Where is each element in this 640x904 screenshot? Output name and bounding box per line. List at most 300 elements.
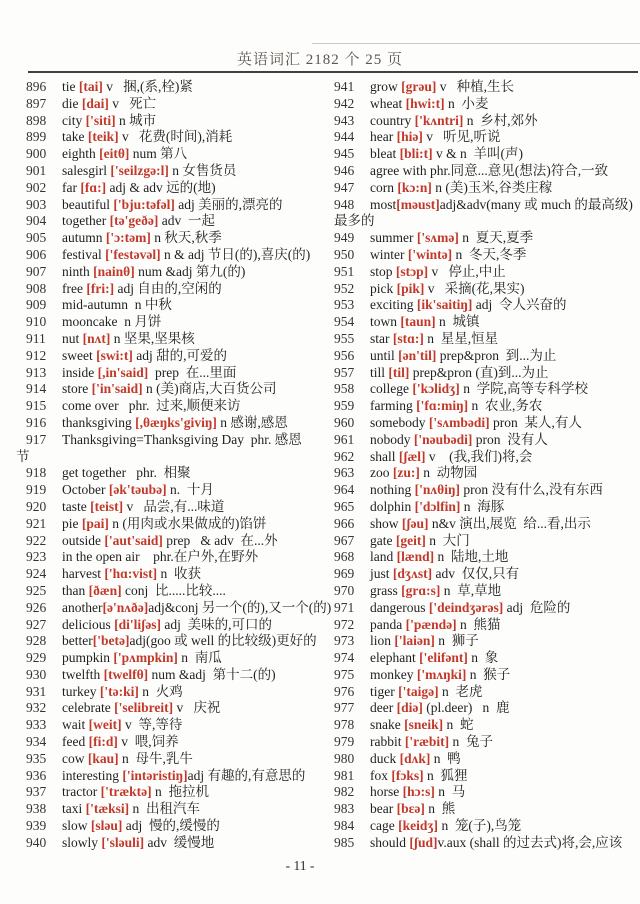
entry-word: beautiful — [62, 196, 114, 212]
entry-word: snake — [370, 717, 405, 733]
entry-content — [370, 835, 622, 852]
entry-text: adv 仅仅,只有 — [432, 566, 520, 582]
page-title: 英语词汇 2182 个 25 页 — [236, 52, 403, 68]
entry-content — [62, 549, 258, 566]
entry-number: 971 — [334, 599, 355, 615]
entry-text: (pl.deer) n 鹿 — [422, 700, 510, 716]
vocab-entry — [322, 818, 640, 835]
entry-phonetic: [grɑ:s] — [401, 582, 441, 598]
entry-phonetic: [nʌt] — [82, 330, 111, 346]
vocab-entry — [14, 717, 322, 734]
entry-phonetic: ['intəristiŋ] — [122, 767, 188, 783]
entry-number: 951 — [334, 263, 355, 279]
entry-number: 901 — [26, 162, 47, 178]
entry-word: star — [370, 330, 393, 346]
entry-content — [62, 415, 288, 432]
entry-phonetic: ['tə:ki] — [99, 683, 139, 699]
entry-number: 937 — [26, 784, 47, 800]
entry-text: v 种植,生长 — [436, 79, 514, 94]
entry-text: n 老虎 — [438, 683, 483, 699]
entry-phonetic: [tə'geðə] — [109, 213, 159, 229]
entry-word: eighth — [62, 146, 100, 162]
entry-text: n 乡村,郊外 — [463, 112, 538, 128]
entry-text: n 兔子 — [449, 734, 493, 750]
entry-word: delicious — [62, 616, 115, 632]
entry-content — [370, 398, 542, 415]
entry-word: taste — [62, 498, 91, 514]
entry-number: 968 — [334, 549, 355, 565]
entry-content — [62, 482, 214, 499]
entry-phonetic: [sləu] — [90, 818, 123, 834]
vocab-entry — [322, 331, 640, 348]
vocab-entry — [322, 230, 640, 247]
entry-number: 900 — [26, 146, 47, 162]
entry-text: n 拖拉机 — [151, 784, 209, 800]
entry-content — [62, 801, 200, 818]
entry-content — [62, 533, 278, 550]
entry-phonetic: [taun] — [400, 314, 436, 330]
entry-text: n&v 演出,展览 给...看,出示 — [428, 515, 591, 531]
entry-content — [62, 247, 310, 264]
vocab-entry — [322, 180, 640, 197]
entry-word: far — [62, 179, 81, 195]
entry-phonetic: [eitθ] — [99, 146, 130, 162]
entry-content — [62, 264, 245, 281]
entry-number: 960 — [334, 414, 355, 430]
entry-word: dangerous — [370, 599, 429, 615]
entry-number: 953 — [334, 297, 355, 313]
entry-phonetic: ['ɔ:təm] — [105, 230, 151, 246]
entry-text: v 捆,(系,栓)紧 — [102, 79, 193, 94]
entry-content — [370, 617, 501, 634]
entry-word: dolphin — [370, 498, 415, 514]
vocab-entry — [322, 314, 640, 331]
entry-text: phr.在户外,在野外 — [139, 549, 259, 565]
entry-word: ninth — [62, 263, 94, 279]
entry-content — [370, 600, 570, 617]
entry-phonetic: [zu:] — [392, 465, 420, 481]
entry-content — [370, 667, 510, 684]
vocab-entry — [322, 617, 640, 634]
entry-number: 896 — [26, 79, 47, 94]
entry-word: inside — [62, 364, 98, 380]
entry-number: 933 — [26, 717, 47, 733]
entry-word: slowly — [62, 834, 102, 850]
vocab-entry — [322, 549, 640, 566]
vocab-entry — [14, 751, 322, 768]
entry-phonetic: ['in'said] — [91, 381, 143, 397]
entry-word: celebrate — [62, 700, 115, 716]
entry-phonetic: [stɑ:] — [392, 330, 424, 346]
entry-content — [62, 751, 193, 768]
entry-phonetic: ['kʌntri] — [414, 112, 464, 128]
entry-content — [62, 617, 272, 634]
entry-phonetic: ['pændə] — [405, 616, 457, 632]
vocab-entry — [14, 96, 322, 113]
entry-content — [62, 79, 193, 96]
scan-artifact-line — [312, 43, 640, 44]
entry-number: 916 — [26, 414, 47, 430]
entry-content — [62, 818, 220, 835]
entry-number: 982 — [334, 784, 355, 800]
entry-phonetic: ['sləuli] — [101, 834, 145, 850]
entry-text: num &adj 第十二(的) — [148, 666, 276, 682]
vocab-column-left — [14, 79, 332, 852]
entry-text: n 夏天,夏季 — [458, 230, 534, 246]
entry-number: 938 — [26, 801, 47, 817]
entry-content — [370, 230, 533, 247]
vocab-entry — [322, 197, 640, 214]
entry-content — [370, 381, 588, 398]
entry-content — [370, 297, 567, 314]
entry-word: fox — [370, 767, 392, 783]
entry-phonetic: [stɔp] — [395, 263, 429, 279]
entry-number: 955 — [334, 330, 355, 346]
entry-number: 961 — [334, 431, 355, 447]
entry-phonetic: ['seilzgə:l] — [110, 162, 169, 178]
vocab-entry — [14, 146, 322, 163]
entry-phonetic: [diə] — [396, 700, 423, 716]
entry-text: n 火鸡 — [138, 683, 183, 699]
entry-phonetic: [twelfθ] — [103, 666, 149, 682]
entry-phonetic: ['siti] — [85, 112, 116, 128]
entry-phonetic: [weit] — [88, 717, 122, 733]
entry-number: 984 — [334, 818, 355, 834]
entry-word: town — [370, 314, 401, 330]
entry-text: 节 — [16, 448, 30, 464]
vocab-entry — [14, 667, 322, 684]
entry-word: turkey — [62, 683, 100, 699]
entry-word: city — [62, 112, 86, 128]
entry-word: somebody — [370, 414, 429, 430]
entry-word: grow — [370, 79, 402, 94]
vocab-entry — [322, 163, 640, 180]
entry-word: college — [370, 381, 413, 397]
entry-content — [62, 499, 224, 516]
entry-text: n 城市 — [115, 112, 157, 128]
entry-phonetic: [fɑ:] — [80, 179, 107, 195]
vocab-entry — [14, 264, 322, 281]
entry-text: n (美)玉米,谷类庄稼 — [431, 179, 553, 195]
entry-number: 912 — [26, 347, 47, 363]
entry-content — [62, 734, 179, 751]
entry-number: 904 — [26, 213, 47, 229]
entry-text: v 采摘(花,果实) — [424, 280, 525, 296]
entry-content — [62, 432, 302, 449]
entry-text: n 草,草地 — [440, 582, 502, 598]
entry-content — [370, 566, 519, 583]
entry-text: phr.同意...意见(想法)符合,一致 — [429, 162, 609, 178]
entry-text: phr. 过来,顺便来访 — [118, 398, 241, 414]
entry-word: tie — [62, 79, 79, 94]
entry-word: come over — [62, 398, 119, 414]
entry-number: 902 — [26, 179, 47, 195]
entry-word: store — [62, 381, 92, 397]
entry-text: adj 美味的,可口的 — [160, 616, 272, 632]
entry-number: 939 — [26, 818, 47, 834]
vocab-entry — [14, 314, 322, 331]
entry-word: tractor — [62, 784, 101, 800]
vocab-entry — [322, 751, 640, 768]
vocab-entry — [14, 599, 332, 617]
entry-content — [370, 79, 514, 96]
entry-number: 910 — [26, 314, 47, 330]
entry-text: n 狮子 — [434, 633, 479, 649]
entry-text: v 停止,中止 — [428, 263, 506, 279]
entry-content — [370, 247, 526, 264]
entry-text: n 陆地,土地 — [434, 549, 509, 565]
entry-phonetic: [fri:] — [86, 280, 115, 296]
entry-text: v (我,我们)将,会 — [425, 448, 533, 464]
entry-word: interesting — [62, 767, 123, 783]
entry-phonetic: ['ræbit] — [404, 734, 450, 750]
entry-number: 964 — [334, 482, 355, 498]
vocab-entry — [322, 600, 640, 617]
entry-word: cage — [370, 818, 399, 834]
entry-content — [370, 768, 468, 785]
entry-text: adj&conj 另一个(的),又一个(的) — [148, 599, 332, 615]
entry-number: 949 — [334, 230, 355, 246]
entry-number: 965 — [334, 498, 355, 514]
entry-word: nothing — [370, 482, 415, 498]
entry-text: prep 在...里面 — [148, 364, 237, 380]
entry-number: 897 — [26, 95, 47, 111]
entry-word: most — [370, 196, 397, 212]
entry-word: country — [370, 112, 415, 128]
entry-phonetic: ['festəvəl] — [105, 246, 161, 262]
entry-number: 966 — [334, 515, 355, 531]
entry-phonetic: ['sʌmbədi] — [428, 414, 490, 430]
entry-text: adj 有趣的,有意思的 — [187, 767, 306, 783]
entry-text: n 坚果,坚果核 — [110, 330, 195, 346]
entry-number: 924 — [26, 566, 47, 582]
entry-number: 940 — [26, 834, 47, 850]
entry-number: 903 — [26, 196, 47, 212]
entry-phonetic: [ʃud] — [409, 834, 438, 850]
vocab-entry — [14, 465, 322, 482]
entry-number: 957 — [334, 364, 355, 380]
entry-content — [370, 583, 501, 600]
entry-text: n 海豚 — [460, 498, 505, 514]
entry-phonetic: [teik] — [87, 129, 119, 145]
entry-phonetic: [keidʒ] — [398, 818, 439, 834]
vocab-entry — [322, 365, 640, 382]
entry-text: adj(goo 或 well 的比较级)更好的 — [129, 633, 317, 649]
entry-phonetic: [fɔks] — [391, 767, 424, 783]
entry-phonetic: ['hɑ:vist] — [104, 566, 158, 582]
entry-word: panda — [370, 616, 406, 632]
vocab-entry — [322, 247, 640, 264]
vocab-entry-continuation — [322, 213, 640, 230]
entry-content — [370, 549, 508, 566]
entry-text: adj 甜的,可爱的 — [132, 347, 227, 363]
entry-content — [370, 113, 538, 130]
entry-text: pron 某人,有人 — [489, 414, 582, 430]
entry-content — [370, 650, 498, 667]
vocab-entry — [14, 365, 322, 382]
entry-phonetic: [grəu] — [401, 79, 437, 94]
entry-text: n & adj 节日(的),喜庆(的) — [160, 246, 311, 262]
vocab-entry — [14, 247, 322, 264]
vocab-entry — [14, 129, 322, 146]
entry-word: die — [62, 95, 82, 111]
entry-text: prep&pron 到...为止 — [436, 347, 557, 363]
entry-word: harvest — [62, 566, 105, 582]
entry-number: 915 — [26, 398, 47, 414]
entry-word: mooncake — [62, 314, 118, 330]
entry-content — [370, 717, 474, 734]
entry-content — [370, 700, 509, 717]
vocab-entry — [14, 768, 322, 785]
vocab-entry — [322, 835, 640, 852]
entry-content — [370, 281, 525, 298]
entry-text: conj 比.....比较.... — [121, 582, 226, 598]
entry-text: v.aux (shall 的过去式)将,会,应该 — [437, 834, 623, 850]
vocab-entry — [14, 297, 322, 314]
entry-text: adj 美丽的,漂亮的 — [174, 196, 283, 212]
entry-word: land — [370, 549, 397, 565]
entry-word: elephant — [370, 650, 420, 666]
entry-text: v 花费(时间),消耗 — [118, 129, 233, 145]
entry-phonetic: ['pʌmpkin] — [113, 650, 178, 666]
entry-text: n 南瓜 — [177, 650, 222, 666]
entry-number: 958 — [334, 381, 355, 397]
entry-number: 963 — [334, 465, 355, 481]
entry-text: adv 缓慢地 — [144, 834, 215, 850]
vocab-entry — [14, 549, 322, 566]
entry-word: Thanksgiving=Thanksgiving Day — [62, 431, 244, 447]
entry-text: n 母牛,乳牛 — [118, 750, 193, 766]
entry-number: 925 — [26, 582, 47, 598]
entry-word: should — [370, 834, 410, 850]
entry-number: 976 — [334, 683, 355, 699]
entry-word: winter — [370, 246, 408, 262]
entry-content — [62, 667, 276, 684]
entry-word: together — [62, 213, 110, 229]
entry-content — [370, 751, 461, 768]
entry-phonetic: ['taigə] — [398, 683, 439, 699]
entry-text: adj & adv 远的(地) — [106, 179, 216, 195]
entry-phonetic: [ʃəu] — [401, 515, 429, 531]
entry-number: 911 — [26, 330, 46, 346]
entry-phonetic: [swi:t] — [96, 347, 133, 363]
entry-text: v 听见,听说 — [422, 129, 501, 145]
entry-word: farming — [370, 398, 417, 414]
entry-number: 928 — [26, 633, 47, 649]
entry-text: n 小麦 — [444, 95, 489, 111]
entry-word: October — [62, 482, 109, 498]
entry-number: 946 — [334, 162, 355, 178]
entry-phonetic: [geit] — [395, 532, 426, 548]
entry-number: 956 — [334, 347, 355, 363]
entry-number: 906 — [26, 246, 47, 262]
entry-word: taxi — [62, 801, 86, 817]
entry-content — [62, 768, 305, 785]
vocab-entry — [322, 482, 640, 499]
entry-phonetic: ['fɑ:miŋ] — [416, 398, 469, 414]
vocab-entry — [14, 633, 322, 650]
entry-text: adj 令人兴奋的 — [472, 297, 567, 313]
entry-word: nobody — [370, 431, 414, 447]
entry-word: just — [370, 566, 393, 582]
entry-content — [62, 600, 331, 617]
vocab-entry — [14, 784, 322, 801]
vocab-entry — [14, 331, 322, 348]
entry-phonetic: [tai] — [78, 79, 103, 94]
entry-word: thanksgiving — [62, 414, 136, 430]
entry-content — [370, 96, 488, 113]
entry-content — [370, 180, 552, 197]
entry-phonetic: [ik'saitiŋ] — [416, 297, 473, 313]
vocab-entry — [322, 633, 640, 650]
entry-number: 918 — [26, 465, 47, 481]
entry-content — [62, 700, 220, 717]
entry-text: n 农业,务农 — [468, 398, 543, 414]
entry-text: v 等,等待 — [121, 717, 183, 733]
entry-word: until — [370, 347, 399, 363]
vocab-entry — [14, 281, 322, 298]
entry-word: zoo — [370, 465, 393, 481]
entry-phonetic: [ðæn] — [88, 582, 122, 598]
entry-number: 919 — [26, 482, 47, 498]
entry-number: 959 — [334, 398, 355, 414]
vocab-entry — [14, 650, 322, 667]
entry-phonetic: [dʒʌst] — [392, 566, 433, 582]
vocab-entry — [14, 533, 322, 550]
entry-text: num 第八 — [129, 146, 188, 162]
entry-text: v 死亡 — [108, 95, 157, 111]
entry-content — [370, 197, 633, 214]
entry-content — [370, 516, 591, 533]
entry-content — [62, 684, 183, 701]
entry-phonetic: [kɔ:n] — [397, 179, 432, 195]
entry-phonetic: [ə'nʌðə] — [102, 599, 149, 615]
entry-number: 962 — [334, 448, 355, 464]
entry-number: 935 — [26, 750, 47, 766]
entry-phonetic: ['nəubədi] — [413, 431, 473, 447]
entry-number: 914 — [26, 381, 47, 397]
entry-text: n (用肉或水果做成的)馅饼 — [108, 515, 267, 531]
entry-word: in the open air — [62, 549, 140, 565]
entry-number: 927 — [26, 616, 47, 632]
entry-phonetic: ['elifənt] — [419, 650, 468, 666]
entry-content — [62, 230, 222, 247]
entry-text: n 象 — [467, 650, 499, 666]
entry-word: corn — [370, 179, 398, 195]
entry-phonetic: [nainθ] — [93, 263, 135, 279]
vocab-entry — [322, 784, 640, 801]
entry-content — [370, 314, 480, 331]
entry-word: take — [62, 129, 88, 145]
entry-text: prep & adv 在...外 — [162, 532, 278, 548]
entry-text: phr. 相聚 — [126, 465, 191, 481]
vocab-entry — [14, 415, 322, 432]
entry-number: 921 — [26, 515, 47, 531]
entry-word: show — [370, 515, 402, 531]
vocab-entry — [322, 297, 640, 314]
entry-phonetic: [dʌk] — [399, 750, 431, 766]
entry-content — [370, 331, 498, 348]
vocab-entry — [322, 264, 640, 281]
vocab-entry — [322, 700, 640, 717]
entry-content — [62, 197, 282, 214]
entry-phonetic: [lænd] — [396, 549, 435, 565]
entry-content — [370, 129, 500, 146]
entry-content — [370, 432, 548, 449]
vocab-entry — [14, 113, 322, 130]
entry-word: pick — [370, 280, 397, 296]
vocab-entry — [14, 700, 322, 717]
